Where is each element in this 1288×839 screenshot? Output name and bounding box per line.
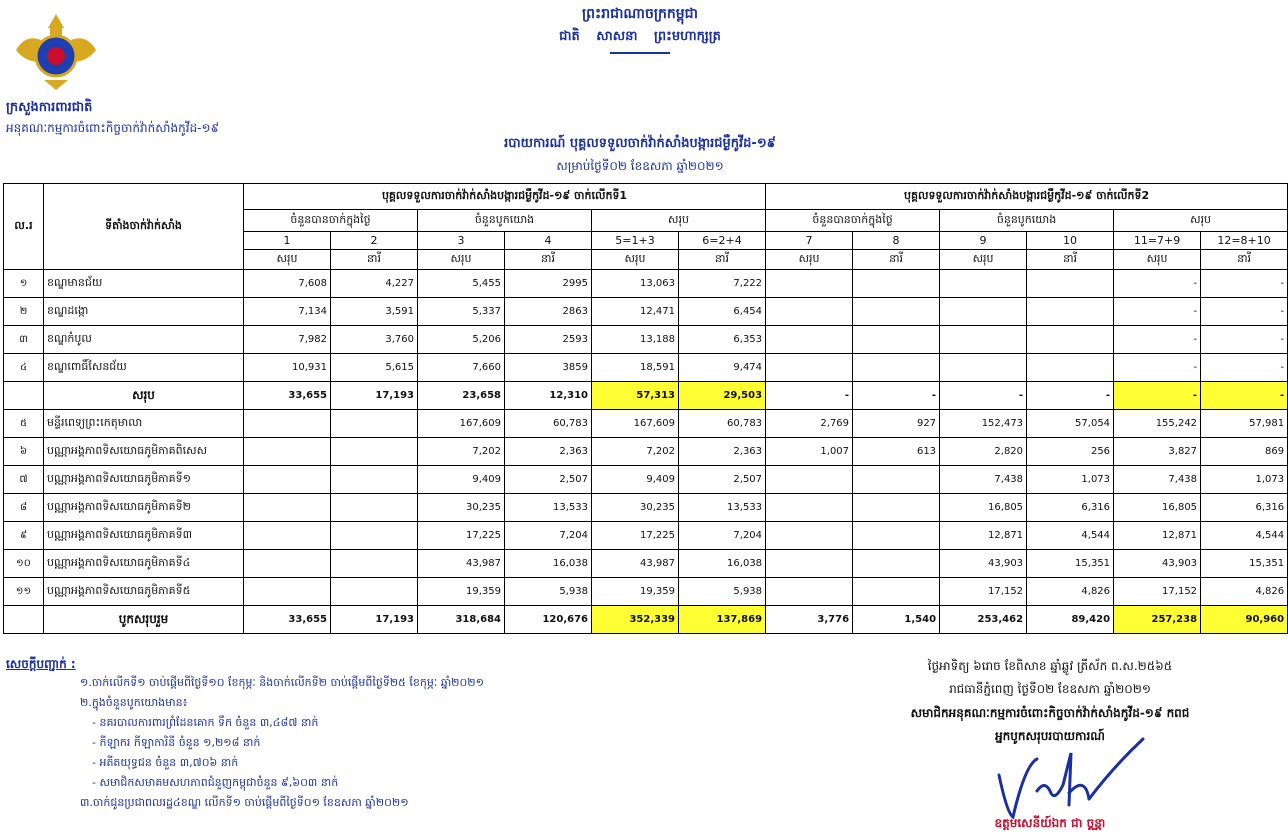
row-site: បណ្ណាអង្គភាពទិសយោធភូមិភាគទី២ <box>44 494 244 522</box>
table-cell <box>244 522 331 550</box>
table-cell: 2,507 <box>679 466 766 494</box>
total-cell: 352,339 <box>592 606 679 634</box>
table-cell: 60,783 <box>679 410 766 438</box>
table-cell: 7,438 <box>940 466 1027 494</box>
table-cell <box>244 410 331 438</box>
table-cell <box>1027 270 1114 298</box>
table-cell <box>853 522 940 550</box>
signature-lunar-date: ថ្ងៃអាទិត្យ ៦រោច ខែពិសាខ ឆ្នាំឆ្លូវ ត្រីស័ក ព.ស.២៥៦៥ <box>927 659 1173 673</box>
table-cell <box>766 298 853 326</box>
note-line: ១.ចាក់លើកទី១ ចាប់ផ្ដើមពីថ្ងៃទី១០ ខែកុម្ភៈ និងចាក់លើកទី២ ចាប់ផ្ដើមពីថ្ងៃទី២៥ ខែកុម្ភៈ ឆ្នាំ២០២១ <box>80 676 484 689</box>
table-cell: 2,363 <box>505 438 592 466</box>
table-cell: 12,871 <box>940 522 1027 550</box>
table-cell <box>331 438 418 466</box>
subheader-total-dose2: សរុប <box>1114 210 1288 232</box>
table-cell: 7,204 <box>505 522 592 550</box>
table-cell: 30,235 <box>592 494 679 522</box>
table-cell: 7,608 <box>244 270 331 298</box>
total-cell: 23,658 <box>418 382 505 410</box>
notes-title: សេចក្ដីបញ្ជាក់ : <box>6 657 76 671</box>
row-number: ១១ <box>4 578 44 606</box>
table-cell <box>244 438 331 466</box>
table-cell: - <box>1114 298 1201 326</box>
table-cell: 2995 <box>505 270 592 298</box>
commission-name: អនុគណៈកម្មការចំពោះកិច្ចចាក់វ៉ាក់សាំងកូវីដ-១៩ <box>6 121 220 135</box>
table-cell: 7,202 <box>592 438 679 466</box>
total-cell: 33,655 <box>244 382 331 410</box>
total-cell: 318,684 <box>418 606 505 634</box>
signature-role: អ្នកបូកសរុបរបាយការណ៍ <box>995 729 1105 743</box>
table-cell: 7,202 <box>418 438 505 466</box>
note-line: - សមាជិកសមាគមសហភាពជំនួញកម្ពុជាចំនួន ៩,៦០៣ នាក់ <box>92 776 339 789</box>
total-cell: 12,310 <box>505 382 592 410</box>
table-cell <box>853 466 940 494</box>
row-site: មន្ទីរពេទ្យព្រះកេតុមាលា <box>44 410 244 438</box>
row-site: បណ្ណាអង្គភាពទិសយោធភូមិភាគពិសេស <box>44 438 244 466</box>
row-site: ខណ្ឌមានជ័យ <box>44 270 244 298</box>
table-cell <box>331 550 418 578</box>
table-cell: 2,769 <box>766 410 853 438</box>
subheader-cumulative-dose2: ចំនួនបូកយោង <box>940 210 1114 232</box>
grandtotal-row <box>4 606 1288 634</box>
total-cell: - <box>766 382 853 410</box>
motto-divider <box>610 52 670 54</box>
table-cell <box>1027 298 1114 326</box>
column-kind: សរុប <box>244 250 331 270</box>
total-cell: 120,676 <box>505 606 592 634</box>
table-cell: 7,982 <box>244 326 331 354</box>
row-site: ខណ្ឌដង្កោ <box>44 298 244 326</box>
column-number: 11=7+9 <box>1114 232 1201 250</box>
table-cell: 16,038 <box>505 550 592 578</box>
table-cell: 43,903 <box>940 550 1027 578</box>
column-number: 12=8+10 <box>1201 232 1288 250</box>
table-row <box>4 522 1288 550</box>
table-cell <box>940 298 1027 326</box>
table-cell <box>853 550 940 578</box>
table-cell <box>940 354 1027 382</box>
table-cell: 30,235 <box>418 494 505 522</box>
table-cell: 43,987 <box>592 550 679 578</box>
table-cell: 57,054 <box>1027 410 1114 438</box>
subheader-cumulative-dose1: ចំនួនបូកយោង <box>418 210 592 232</box>
total-cell: - <box>1114 382 1201 410</box>
table-cell: 13,063 <box>592 270 679 298</box>
signer-name: ឧត្តមសេនីយ៍ឯក ជា ចន្ណ្ណា <box>994 816 1106 830</box>
total-label: សរុប <box>44 382 244 410</box>
table-row <box>4 466 1288 494</box>
table-cell <box>853 270 940 298</box>
column-number: 5=1+3 <box>592 232 679 250</box>
table-cell: - <box>1114 326 1201 354</box>
note-line: - អតីតយុទ្ធជន ចំនួន ៣,៧០៦ នាក់ <box>92 756 239 769</box>
signature-organization: សមាជិកអនុគណៈកម្មការចំពោះកិច្ចចាក់វ៉ាក់សាំងកូវីដ-១៩ កពជ <box>910 706 1190 720</box>
row-number: ៤ <box>4 354 44 382</box>
table-cell: 1,073 <box>1201 466 1288 494</box>
column-kind: សរុប <box>766 250 853 270</box>
table-body <box>4 270 1288 634</box>
total-cell: 57,313 <box>592 382 679 410</box>
table-cell: 18,591 <box>592 354 679 382</box>
table-cell: 6,353 <box>679 326 766 354</box>
total-cell: 137,869 <box>679 606 766 634</box>
table-cell: 12,871 <box>1114 522 1201 550</box>
column-number: 9 <box>940 232 1027 250</box>
column-number: 4 <box>505 232 592 250</box>
column-number: 6=2+4 <box>679 232 766 250</box>
row-number: ៥ <box>4 410 44 438</box>
table-cell <box>853 494 940 522</box>
row-site: បណ្ណាអង្គភាពទិសយោធភូមិភាគទី៣ <box>44 522 244 550</box>
table-cell: 16,038 <box>679 550 766 578</box>
table-cell <box>331 466 418 494</box>
table-row <box>4 410 1288 438</box>
table-cell: 4,227 <box>331 270 418 298</box>
table-cell: - <box>1201 298 1288 326</box>
table-cell: 167,609 <box>418 410 505 438</box>
table-cell: 19,359 <box>418 578 505 606</box>
row-number: ៧ <box>4 466 44 494</box>
table-cell <box>766 578 853 606</box>
table-cell: 3,760 <box>331 326 418 354</box>
table-cell <box>331 578 418 606</box>
table-cell: 12,471 <box>592 298 679 326</box>
subtotal-row <box>4 382 1288 410</box>
total-cell: - <box>853 382 940 410</box>
table-row <box>4 438 1288 466</box>
row-number: ៩ <box>4 522 44 550</box>
table-row <box>4 578 1288 606</box>
table-cell: 152,473 <box>940 410 1027 438</box>
row-number: ១ <box>4 270 44 298</box>
table-row <box>4 494 1288 522</box>
row-site: បណ្ណាអង្គភាពទិសយោធភូមិភាគទី៥ <box>44 578 244 606</box>
table-cell: - <box>1201 270 1288 298</box>
total-cell: 253,462 <box>940 606 1027 634</box>
total-cell: 17,193 <box>331 382 418 410</box>
ministry-name: ក្រសួងការពារជាតិ <box>6 100 93 115</box>
table-cell: 7,204 <box>679 522 766 550</box>
column-number: 10 <box>1027 232 1114 250</box>
report-date: សម្រាប់ថ្ងៃទី០២ ខែឧសភា ឆ្នាំ២០២១ <box>556 159 724 173</box>
column-number: 3 <box>418 232 505 250</box>
national-motto: ជាតិ សាសនា ព្រះមហាក្សត្រ <box>559 29 721 44</box>
table-cell: 15,351 <box>1201 550 1288 578</box>
table-cell: 43,903 <box>1114 550 1201 578</box>
column-kind: សរុប <box>1114 250 1201 270</box>
column-kind: សរុប <box>592 250 679 270</box>
table-cell: 2,363 <box>679 438 766 466</box>
table-cell <box>940 326 1027 354</box>
total-cell: 257,238 <box>1114 606 1201 634</box>
total-cell: - <box>940 382 1027 410</box>
dose2-header: បុគ្គលទទួលការចាក់វ៉ាក់សាំងបង្ការជម្ងឺកូវីដ-១៩ ចាក់លើកទី2 <box>766 184 1288 210</box>
table-cell <box>766 326 853 354</box>
table-cell: 5,206 <box>418 326 505 354</box>
note-line: - នគរបាលការពារព្រំដែនគោក ទឹក ចំនួន ៣,៤៨៧ នាក់ <box>92 716 319 729</box>
column-kind: នារី <box>1201 250 1288 270</box>
table-cell: 5,455 <box>418 270 505 298</box>
column-kind: នារី <box>679 250 766 270</box>
row-site: ខណ្ឌកំបូល <box>44 326 244 354</box>
total-label: បូកសរុបរួម <box>44 606 244 634</box>
table-cell: 155,242 <box>1114 410 1201 438</box>
table-cell: 17,152 <box>940 578 1027 606</box>
table-cell: 7,134 <box>244 298 331 326</box>
total-cell: 1,540 <box>853 606 940 634</box>
table-cell: 9,474 <box>679 354 766 382</box>
table-row <box>4 550 1288 578</box>
table-cell: 57,981 <box>1201 410 1288 438</box>
row-number: ៨ <box>4 494 44 522</box>
table-cell <box>766 354 853 382</box>
table-cell: 1,007 <box>766 438 853 466</box>
table-cell <box>853 354 940 382</box>
table-cell: - <box>1201 354 1288 382</box>
table-cell <box>244 578 331 606</box>
table-cell: 1,073 <box>1027 466 1114 494</box>
row-number: ១០ <box>4 550 44 578</box>
table-cell: 16,805 <box>940 494 1027 522</box>
table-cell: 6,316 <box>1027 494 1114 522</box>
table-cell: 60,783 <box>505 410 592 438</box>
table-cell: 2,507 <box>505 466 592 494</box>
table-cell: 17,225 <box>418 522 505 550</box>
total-cell: - <box>1201 382 1288 410</box>
table-cell: 2863 <box>505 298 592 326</box>
table-cell: 869 <box>1201 438 1288 466</box>
table-cell: 9,409 <box>418 466 505 494</box>
note-line: ៣.ចាក់ជូនប្រជាពលរដ្ឋ៤ខណ្ឌ លើកទី១ ចាប់ផ្ដើមពីថ្ងៃទី០១ ខែឧសភា ឆ្នាំ២០២១ <box>80 796 409 809</box>
dose1-header: បុគ្គលទទួលការចាក់វ៉ាក់សាំងបង្ការជម្ងឺកូវីដ-១៩ ចាក់លើកទី1 <box>244 184 766 210</box>
table-cell <box>1027 326 1114 354</box>
table-cell: 4,544 <box>1027 522 1114 550</box>
column-kind: នារី <box>853 250 940 270</box>
report-title: របាយការណ៍ បុគ្គលទទួលចាក់វ៉ាក់សាំងបង្ការជម្ងឺកូវីដ-១៩ <box>504 136 776 151</box>
table-cell: 4,826 <box>1201 578 1288 606</box>
table-cell: 6,454 <box>679 298 766 326</box>
table-cell <box>331 522 418 550</box>
table-cell <box>244 550 331 578</box>
note-line: - កីឡាករ កីឡាការិនី ចំនួន ១,២១៨ នាក់ <box>92 736 261 749</box>
table-cell: 19,359 <box>592 578 679 606</box>
table-cell: 7,222 <box>679 270 766 298</box>
table-cell: 13,533 <box>679 494 766 522</box>
table-cell: - <box>1201 326 1288 354</box>
table-cell <box>766 270 853 298</box>
table-cell: 13,533 <box>505 494 592 522</box>
row-number-empty <box>4 382 44 410</box>
column-number: 1 <box>244 232 331 250</box>
table-cell <box>853 326 940 354</box>
table-cell <box>244 494 331 522</box>
col-site-header: ទីតាំងចាក់វ៉ាក់សាំង <box>44 184 244 270</box>
total-cell: 17,193 <box>331 606 418 634</box>
table-cell: 3,827 <box>1114 438 1201 466</box>
column-kind: នារី <box>331 250 418 270</box>
column-number: 2 <box>331 232 418 250</box>
table-cell: 10,931 <box>244 354 331 382</box>
table-row <box>4 354 1288 382</box>
row-number: ២ <box>4 298 44 326</box>
note-line: ២.ក្នុងចំនួនបូកយោងមាន៖ <box>80 696 188 709</box>
signature-solar-date: រាជធានីភ្នំពេញ ថ្ងៃទី០២ ខែឧសភា ឆ្នាំ២០២១ <box>949 682 1151 696</box>
table-cell: 13,188 <box>592 326 679 354</box>
table-cell <box>853 578 940 606</box>
total-cell: 89,420 <box>1027 606 1114 634</box>
total-cell: 90,960 <box>1201 606 1288 634</box>
row-site: បណ្ណាអង្គភាពទិសយោធភូមិភាគទី៤ <box>44 550 244 578</box>
total-cell: 3,776 <box>766 606 853 634</box>
table-cell: 4,826 <box>1027 578 1114 606</box>
table-cell <box>766 494 853 522</box>
row-site: បណ្ណាអង្គភាពទិសយោធភូមិភាគទី១ <box>44 466 244 494</box>
column-kind: សរុប <box>418 250 505 270</box>
table-cell <box>766 466 853 494</box>
table-row <box>4 326 1288 354</box>
column-kind: នារី <box>505 250 592 270</box>
table-cell <box>853 298 940 326</box>
table-cell: 9,409 <box>592 466 679 494</box>
table-cell: 256 <box>1027 438 1114 466</box>
subheader-daily-dose1: ចំនួនបានចាក់ក្នុងថ្ងៃ <box>244 210 418 232</box>
table-cell <box>331 494 418 522</box>
row-number: ៦ <box>4 438 44 466</box>
table-cell: 927 <box>853 410 940 438</box>
table-cell <box>940 270 1027 298</box>
table-cell: - <box>1114 354 1201 382</box>
table-cell: 5,615 <box>331 354 418 382</box>
table-cell: 16,805 <box>1114 494 1201 522</box>
vaccination-table <box>3 183 1288 634</box>
total-cell: 29,503 <box>679 382 766 410</box>
table-cell: 613 <box>853 438 940 466</box>
col-no-header: ល.រ <box>4 184 44 270</box>
table-cell: 3,591 <box>331 298 418 326</box>
table-cell: 17,225 <box>592 522 679 550</box>
handwritten-signature-icon <box>985 735 1145 825</box>
row-number-empty <box>4 606 44 634</box>
total-cell: - <box>1027 382 1114 410</box>
column-kind: នារី <box>1027 250 1114 270</box>
subheader-daily-dose2: ចំនួនបានចាក់ក្នុងថ្ងៃ <box>766 210 940 232</box>
table-cell: 7,660 <box>418 354 505 382</box>
kingdom-title: ព្រះរាជាណាចក្រកម្ពុជា <box>581 6 698 22</box>
table-cell <box>331 410 418 438</box>
table-cell: 5,938 <box>505 578 592 606</box>
table-cell: 4,544 <box>1201 522 1288 550</box>
row-site: ខណ្ឌពោធិ៍សែនជ័យ <box>44 354 244 382</box>
table-cell: 5,337 <box>418 298 505 326</box>
table-cell: 6,316 <box>1201 494 1288 522</box>
row-number: ៣ <box>4 326 44 354</box>
table-cell: 5,938 <box>679 578 766 606</box>
column-number: 7 <box>766 232 853 250</box>
table-cell: 2,820 <box>940 438 1027 466</box>
table-cell <box>766 550 853 578</box>
table-cell <box>1027 354 1114 382</box>
table-cell: 7,438 <box>1114 466 1201 494</box>
table-cell: 167,609 <box>592 410 679 438</box>
table-cell: 17,152 <box>1114 578 1201 606</box>
table-row <box>4 270 1288 298</box>
table-cell: - <box>1114 270 1201 298</box>
table-cell <box>766 522 853 550</box>
table-cell: 15,351 <box>1027 550 1114 578</box>
table-cell: 43,987 <box>418 550 505 578</box>
table-cell: 3859 <box>505 354 592 382</box>
table-row <box>4 298 1288 326</box>
column-kind: សរុប <box>940 250 1027 270</box>
total-cell: 33,655 <box>244 606 331 634</box>
subheader-total-dose1: សរុប <box>592 210 766 232</box>
table-cell: 2593 <box>505 326 592 354</box>
column-number: 8 <box>853 232 940 250</box>
table-cell <box>244 466 331 494</box>
